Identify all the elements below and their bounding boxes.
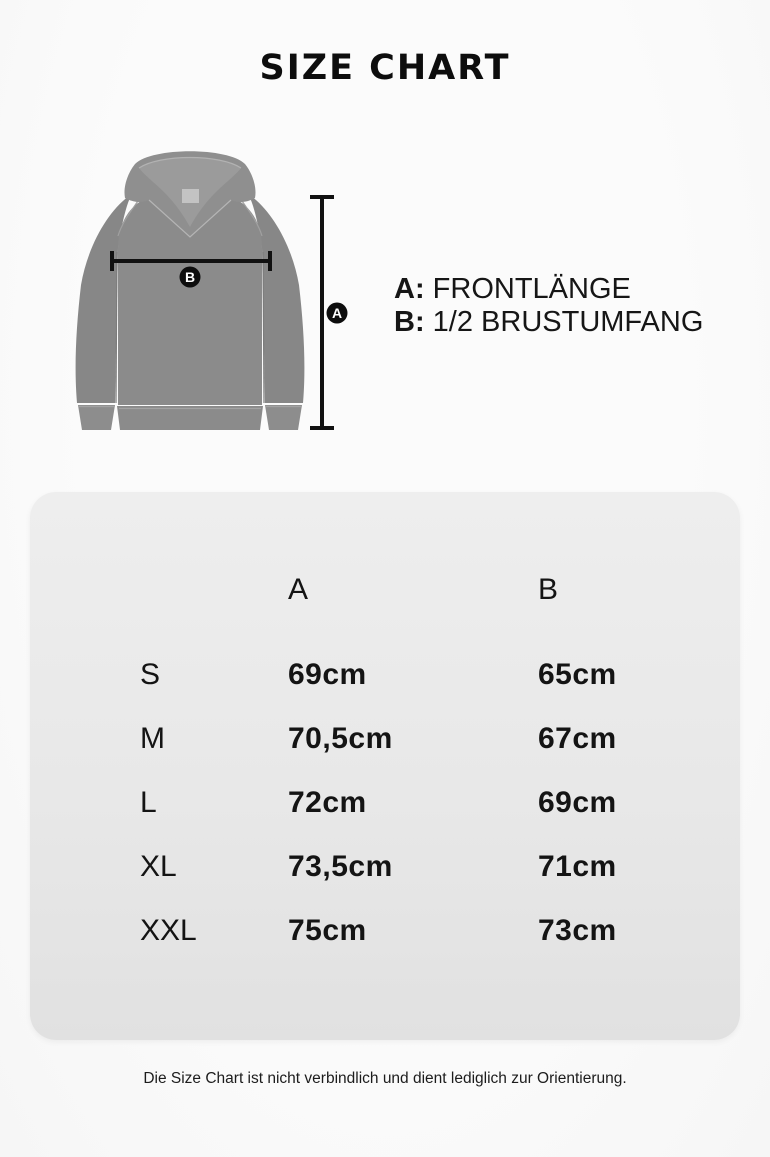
value-b: 69cm xyxy=(538,786,617,819)
marker-b-badge xyxy=(180,267,201,288)
marker-a-badge xyxy=(327,303,348,324)
value-a: 73,5cm xyxy=(288,850,393,883)
legend-line-b xyxy=(394,306,703,339)
legend-label-a: FRONTLÄNGE xyxy=(432,273,631,305)
size-table-card xyxy=(30,492,740,1040)
table-row xyxy=(30,899,740,963)
hoodie-diagram xyxy=(72,140,352,440)
disclaimer-note: Die Size Chart ist nicht verbindlich und dient lediglich zur Orientierung. xyxy=(143,1070,627,1087)
marker-a-label: A xyxy=(331,305,343,321)
legend-key-b: B: xyxy=(394,306,425,338)
size-label: M xyxy=(140,722,165,755)
table-row xyxy=(30,835,740,899)
table-header-row xyxy=(30,558,740,622)
legend-label-b: 1/2 BRUSTUMFANG xyxy=(432,306,704,338)
value-a: 75cm xyxy=(288,914,367,947)
table-row xyxy=(30,643,740,707)
value-b: 73cm xyxy=(538,914,617,947)
table-header-col-b: B xyxy=(538,573,559,606)
legend-key-a: A: xyxy=(394,273,425,305)
size-label: L xyxy=(140,786,157,819)
value-b: 71cm xyxy=(538,850,617,883)
value-a: 69cm xyxy=(288,658,367,691)
legend-line-a xyxy=(394,273,703,306)
measurement-legend xyxy=(394,273,703,339)
marker-b-label: B xyxy=(184,269,196,285)
page-title: SIZE CHART xyxy=(259,48,511,88)
table-row xyxy=(30,771,740,835)
size-label: XL xyxy=(140,850,177,883)
value-a: 72cm xyxy=(288,786,367,819)
table-row xyxy=(30,707,740,771)
size-label: S xyxy=(140,658,161,691)
neck-tag xyxy=(182,189,199,203)
value-b: 65cm xyxy=(538,658,617,691)
size-label: XXL xyxy=(140,914,197,947)
value-a: 70,5cm xyxy=(288,722,393,755)
value-b: 67cm xyxy=(538,722,617,755)
table-header-col-a: A xyxy=(288,573,309,606)
